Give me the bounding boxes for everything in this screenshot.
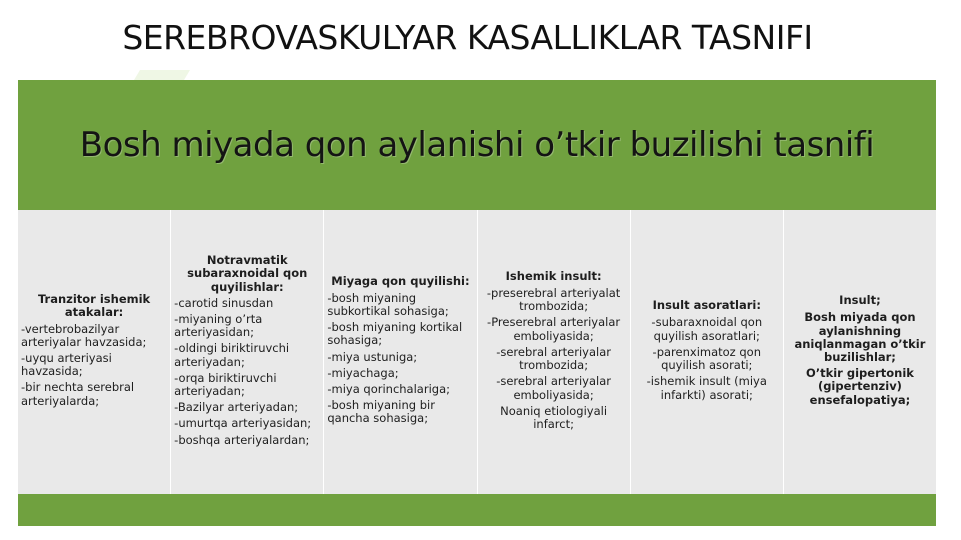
list-item: Bosh miyada qon aylanishning aniqlanmagan o’tkir buzilishlar; <box>794 310 926 364</box>
list-item: -Preserebral arteriyalar emboliyasida; <box>487 315 621 343</box>
classification-columns <box>18 210 936 494</box>
list-item: -ishemik insult (miya infarkti) asorati; <box>646 374 767 402</box>
list-item: -serebral arteriyalar emboliyasida; <box>496 374 611 402</box>
list-item: -umurtqa arteriyasidan; <box>174 416 312 431</box>
list-item: -miya ustuniga; <box>327 349 418 364</box>
list-item: -subaraxnoidal qon quyilish asoratlari; <box>651 315 763 343</box>
column-head: Notravmatik subaraxnoidal qon quyilishlar: <box>187 253 308 294</box>
slide-title: SEREBROVASKULYAR KASALLIKLAR TASNIFI <box>122 18 813 57</box>
list-item: -bir nechta serebral arteriyalarda; <box>21 380 135 408</box>
list-item: -Bazilyar arteriyadan; <box>174 400 299 415</box>
list-item: O’tkir gipertonik (gipertenziv) ensefalopatiya; <box>805 366 914 407</box>
list-item: -uyqu arteriyasi havzasida; <box>21 351 112 379</box>
list-item: -miya qorinchalariga; <box>327 381 450 396</box>
list-item: -miyaning o’rta arteriyasidan; <box>174 311 263 340</box>
column-ischemic-stroke <box>478 210 631 494</box>
list-item: -parenximatoz qon quyilish asorati; <box>652 344 761 373</box>
column-stroke <box>784 210 936 494</box>
list-item: -oldingi biriktiruvchi arteriyadan; <box>174 341 290 369</box>
column-stroke-complications <box>631 210 784 494</box>
classification-panel <box>18 80 936 526</box>
list-item: -orqa biriktiruvchi arteriyadan; <box>174 370 277 399</box>
list-item: -bosh miyaning bir qancha sohasiga; <box>327 398 435 426</box>
list-item: -bosh miyaning kortikal sohasiga; <box>327 320 463 348</box>
column-head: Insult asoratlari: <box>652 298 761 313</box>
list-item: -carotid sinusdan <box>174 295 274 310</box>
list-item: -preserebral arteriyalat trombozida; <box>486 286 621 314</box>
column-head: Ishemik insult: <box>505 268 602 283</box>
column-head: Miyaga qon quyilishi: <box>331 274 470 289</box>
column-hemorrhage <box>324 210 477 494</box>
list-item: Noaniq etiologiyali infarct; <box>500 403 608 431</box>
panel-header: Bosh miyada qon aylanishi o’tkir buzilishi tasnifi <box>79 125 875 165</box>
column-head: Tranzitor ishemik atakalar: <box>37 292 151 320</box>
column-tia <box>18 210 171 494</box>
list-item: -vertebrobazilyar arteriyalar havzasida; <box>21 321 147 349</box>
list-item: -boshqa arteriyalardan; <box>174 432 310 447</box>
column-head: Insult; <box>839 293 881 308</box>
column-subarachnoid <box>171 210 324 494</box>
list-item: -serebral arteriyalar trombozida; <box>496 344 611 373</box>
list-item: -miyachaga; <box>327 365 399 380</box>
list-item: -bosh miyaning subkortikal sohasiga; <box>327 290 449 318</box>
